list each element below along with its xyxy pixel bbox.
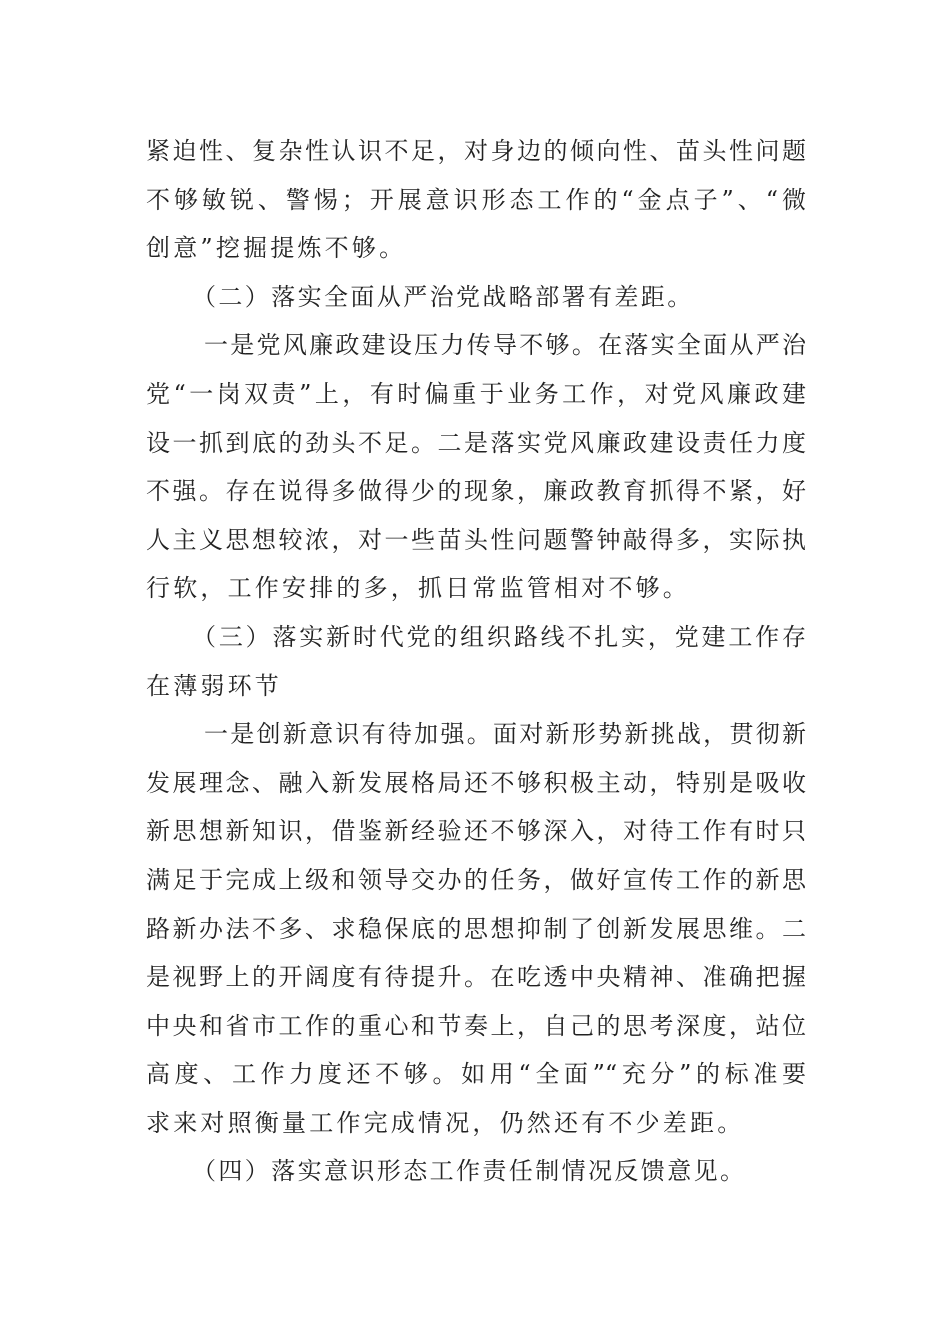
body-text-line: 高度、工作力度还不够。如用“全面”“充分”的标准要 [146,1060,806,1089]
body-text-line: 一是党风廉政建设压力传导不够。在落实全面从严治 [204,331,806,360]
body-text-line: 路新办法不多、求稳保底的思想抑制了创新发展思维。二 [146,914,806,943]
body-text-line: 在薄弱环节 [146,671,282,700]
section-heading-line: （二）落实全面从严治党战略部署有差距。 [192,282,694,311]
body-text-line: 满足于完成上级和领导交办的任务，做好宣传工作的新思 [146,865,806,894]
body-text-line: 发展理念、融入新发展格局还不够积极主动，特别是吸收 [146,768,806,797]
body-text-line: 新思想新知识，借鉴新经验还不够深入，对待工作有时只 [146,817,806,846]
body-text-line: 中央和省市工作的重心和节奏上，自己的思考深度，站位 [146,1011,806,1040]
body-text-line: 人主义思想较浓，对一些苗头性问题警钟敲得多，实际执 [146,525,806,554]
body-text-line: 紧迫性、复杂性认识不足，对身边的倾向性、苗头性问题 [146,137,806,165]
section-heading-line: （四）落实意识形态工作责任制情况反馈意见。 [192,1157,747,1186]
body-text-line: 设一抓到底的劲头不足。二是落实党风廉政建设责任力度 [146,428,806,457]
body-text-line: 党“一岗双责”上，有时偏重于业务工作，对党风廉政建 [146,379,806,408]
document-body [146,127,806,1196]
body-text-line: 不够敏锐、警惕；开展意识形态工作的“金点子”、“微 [146,185,806,214]
body-text-line: 一是创新意识有待加强。面对新形势新挑战，贯彻新 [204,720,806,749]
section-heading-line: （三）落实新时代党的组织路线不扎实，党建工作存 [192,622,806,651]
body-text-line: 创意”挖掘提炼不够。 [146,234,407,263]
body-text-line: 行软，工作安排的多，抓日常监管相对不够。 [146,574,690,603]
body-text-line: 不强。存在说得多做得少的现象，廉政教育抓得不紧，好 [146,477,806,506]
body-text-line: 求来对照衡量工作完成情况，仍然还有不少差距。 [146,1108,745,1137]
body-text-line: 是视野上的开阔度有待提升。在吃透中央精神、准确把握 [146,963,806,992]
